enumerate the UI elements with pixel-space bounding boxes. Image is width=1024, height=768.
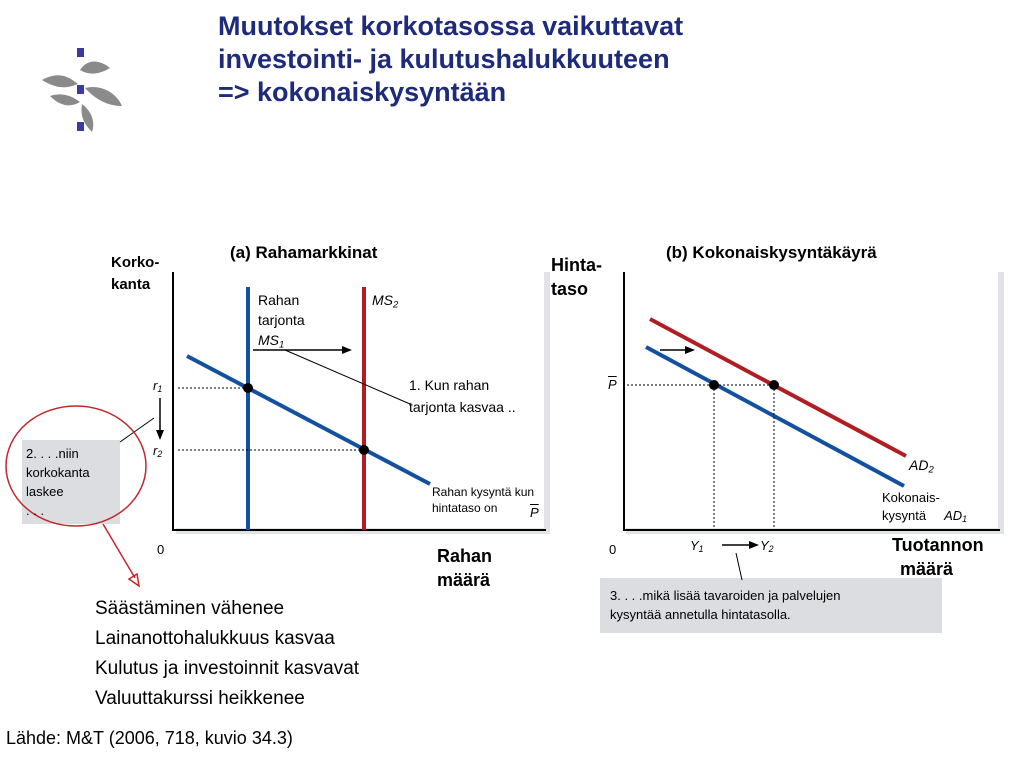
effect-item: Valuuttakurssi heikkenee [95,688,305,709]
y1-label-base: Y [690,538,699,553]
callout-1-text [409,374,516,418]
ms1-symbol-sub: 1 [279,339,285,351]
panel-b-y-label-line-1: Hinta- [551,255,602,275]
ms2-symbol-sub: 2 [393,299,399,311]
ad1-symbol-sub: 1 [962,514,968,525]
r1-label-sub: 1 [157,384,163,395]
money-demand-line-1: Rahan kysyntä kun [432,485,535,499]
callout-1-line-2: tarjonta kasvaa .. [409,399,516,415]
callout-3-leader [736,553,742,580]
panel-b-title: (b) Kokonaiskysyntäkäyrä [666,243,877,262]
panel-a-y-label-line-2: kanta [111,276,151,293]
callout-2-leader [120,418,154,442]
ms2-label [372,290,398,315]
ms1-label-line-2: tarjonta [258,312,305,328]
ad1-point [709,380,719,390]
callout-3-line-2: kysyntää annetulla hintatasolla. [610,607,791,622]
ad1-label-line-1: Kokonais- [882,490,940,505]
ad2-point [769,380,779,390]
panel-a-origin: 0 [157,542,165,557]
effect-item: Lainanottohalukkuus kasvaa [95,628,335,649]
callout-2-line-2: korkokanta [26,465,90,480]
title-line-3: => kokonaiskysyntään [218,77,507,107]
p-label: $\overline{P}$ [608,377,617,392]
panel-b-x-label-line-2: määrä [900,559,954,579]
callout-1-line-1: 1. Kun rahan [409,377,490,393]
y2-label-base: Y [760,538,769,553]
money-demand-p: $\overline{P}$ [530,505,539,520]
panel-a-x-label [437,544,492,592]
callout-2-line-4: . . . [26,503,45,518]
effects-arrowhead [129,574,139,586]
panel-a-x-label-line-1: Rahan [437,546,493,566]
ad1-symbol-base: AD [944,508,963,523]
panel-a-y-label [111,252,159,296]
money-demand-label [432,484,534,516]
ms1-label-line-1: Rahan [258,292,300,308]
panel-b-origin: 0 [609,542,617,557]
panel-b-x-label [892,533,984,581]
effects-list [95,594,359,714]
equilibrium-point-1 [243,383,253,393]
source-citation: Lähde: M&T (2006, 718, kuvio 34.3) [6,728,293,748]
ad1-label-line-2: kysyntä [882,508,927,523]
ad2-label [909,455,934,480]
r1-label [153,377,162,398]
r2-label-base: r [153,443,158,458]
ad1-label [882,489,967,528]
r-down-arrowhead [156,430,164,440]
ms1-symbol-base: MS [258,332,279,348]
effect-item: Säästäminen vähenee [95,598,285,619]
r2-label [153,442,162,463]
ms1-label [258,290,305,355]
money-demand-line-2: hintataso on [432,501,498,515]
title-line-1: Muutokset korkotasossa vaikuttavat [218,11,684,41]
ad2-label-sub: 2 [928,464,934,476]
effects-arrow [103,524,135,578]
y2-label-sub: 2 [768,544,774,555]
callout-3-line-1: 3. . . .mikä lisää tavaroiden ja palvelujen [610,588,841,603]
callout-2-line-1: 2. . . .niin [26,446,79,461]
y1-label [690,537,704,558]
r2-label-sub: 2 [157,449,163,460]
callout-2-text [26,444,90,520]
panel-a-title: (a) Rahamarkkinat [230,243,378,262]
r1-label-base: r [153,378,158,393]
panel-b-x-label-line-1: Tuotannon [892,535,984,555]
panel-a-y-label-line-1: Korko- [111,254,160,271]
callout-2-line-3: laskee [26,484,64,499]
panel-b-y-label-line-2: taso [551,279,589,299]
effect-item: Kulutus ja investoinnit kasvavat [95,658,360,679]
y-shift-arrowhead [749,541,759,549]
title-line-2: investointi- ja kulutushalukkuuteen [218,44,670,74]
panel-b-y-label [551,253,602,301]
y1-label-sub: 1 [698,544,704,555]
ad2-label-base: AD [909,457,929,473]
y2-label [760,537,774,558]
equilibrium-point-2 [359,445,369,455]
panel-a-x-label-line-2: määrä [437,570,491,590]
ms2-symbol-base: MS [372,292,393,308]
callout-3-text [610,586,841,624]
